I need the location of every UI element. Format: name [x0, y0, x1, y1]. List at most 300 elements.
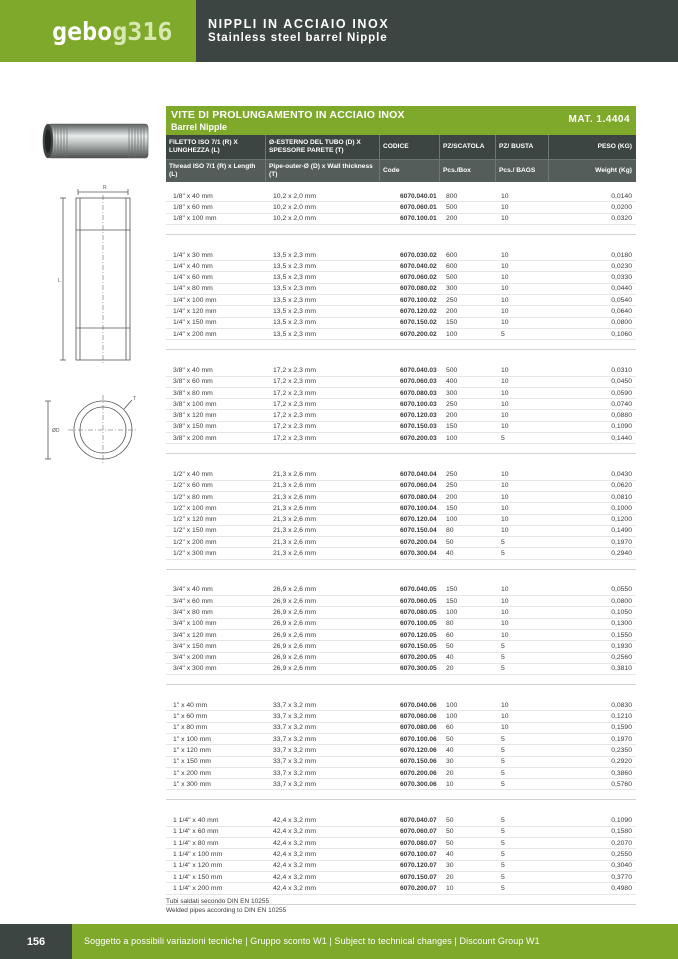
table-group: [166, 191, 636, 235]
cell-thread: 1" x 100 mm: [173, 735, 211, 743]
table-row: [166, 607, 636, 618]
cell-pcs-box: 100: [446, 434, 458, 442]
cell-thread: 3/4" x 200 mm: [173, 654, 217, 662]
cell-code: 6070.100.07: [400, 851, 437, 858]
cell-pipe: 21,3 x 2,6 mm: [273, 527, 317, 535]
cell-pcs-box: 40: [446, 746, 454, 754]
cell-thread: 3/4" x 150 mm: [173, 642, 217, 650]
cell-pcs-bag: 5: [501, 873, 505, 881]
cell-pcs-bag: 10: [501, 366, 509, 374]
cell-weight: 0,0320: [611, 215, 632, 223]
cell-weight: 0,1300: [611, 620, 632, 628]
cell-weight: 0,1060: [611, 330, 632, 338]
brand-logo-block: [0, 0, 196, 62]
cell-pcs-box: 50: [446, 817, 454, 825]
cell-code: 6070.120.07: [400, 862, 437, 870]
cell-pcs-box: 400: [446, 378, 458, 386]
cell-pipe: 10,2 x 2,0 mm: [273, 192, 317, 200]
cell-code: 6070.080.06: [400, 724, 437, 732]
cell-weight: 0,0440: [611, 285, 632, 293]
cell-code: 6070.080.04: [400, 493, 437, 501]
cell-code: 6070.040.06: [400, 701, 437, 709]
cell-pcs-bag: 5: [501, 884, 505, 892]
cell-thread: 1/4" x 40 mm: [173, 262, 213, 270]
cell-code: 6070.040.07: [400, 817, 437, 825]
cell-pipe: 17,2 x 2,3 mm: [273, 423, 317, 431]
cell-code: 6070.030.02: [400, 251, 437, 259]
cell-pipe: 13,5 x 2,3 mm: [273, 296, 317, 304]
page-header: [0, 0, 678, 62]
table-row: [166, 469, 636, 480]
table-row: [166, 734, 636, 745]
cell-pcs-bag: 5: [501, 550, 505, 558]
label-d: ØD: [52, 428, 60, 434]
cell-weight: 0,1200: [611, 516, 632, 524]
cell-code: 6070.040.05: [400, 586, 437, 594]
cell-weight: 0,1490: [611, 527, 632, 535]
header-box-en: Pcs./Box: [440, 160, 496, 182]
cell-pcs-bag: 10: [501, 389, 509, 397]
cell-thread: 1/2" x 60 mm: [173, 482, 213, 490]
logo-part-b: g316: [112, 17, 173, 46]
cell-code: 6070.150.06: [400, 758, 437, 766]
product-table: [166, 106, 636, 905]
group-separator: [166, 234, 636, 235]
cell-pcs-box: 20: [446, 873, 454, 881]
table-row: [166, 503, 636, 514]
cell-pcs-bag: 5: [501, 780, 505, 788]
table-row: [166, 526, 636, 537]
cell-weight: 0,1550: [611, 631, 632, 639]
cell-pcs-box: 600: [446, 262, 458, 270]
cell-pcs-bag: 10: [501, 631, 509, 639]
cell-code: 6070.150.07: [400, 873, 437, 881]
cell-weight: 0,1000: [611, 504, 632, 512]
cell-pcs-bag: 10: [501, 493, 509, 501]
cell-code: 6070.100.04: [400, 504, 437, 512]
cell-pipe: 13,5 x 2,3 mm: [273, 330, 317, 338]
cell-weight: 0,4980: [611, 884, 632, 892]
cell-pcs-bag: 5: [501, 654, 505, 662]
cell-pcs-bag: 5: [501, 769, 505, 777]
cell-weight: 0,0200: [611, 203, 632, 211]
cell-weight: 0,0180: [611, 251, 632, 259]
cell-weight: 0,0450: [611, 378, 632, 386]
cell-pcs-bag: 10: [501, 308, 509, 316]
table-row: [166, 399, 636, 410]
cell-code: 6070.200.02: [400, 330, 437, 338]
cell-code: 6070.040.04: [400, 470, 437, 478]
cell-pcs-box: 150: [446, 319, 458, 327]
table-row: [166, 306, 636, 317]
cell-pipe: 42,4 x 3,2 mm: [273, 828, 317, 836]
table-row: [166, 202, 636, 213]
table-row: [166, 723, 636, 734]
table-row: [166, 433, 636, 444]
cell-pipe: 33,7 x 3,2 mm: [273, 724, 317, 732]
cell-pipe: 26,9 x 2,6 mm: [273, 620, 317, 628]
cell-pcs-box: 200: [446, 215, 458, 223]
cell-pcs-box: 200: [446, 493, 458, 501]
table-row: [166, 711, 636, 722]
cell-weight: 0,0640: [611, 308, 632, 316]
cell-pcs-box: 30: [446, 862, 454, 870]
cell-thread: 3/4" x 100 mm: [173, 620, 217, 628]
cell-code: 6070.120.02: [400, 308, 437, 316]
header-weight-en: Weight (Kg): [595, 167, 632, 174]
table-row: [166, 861, 636, 872]
cell-pcs-bag: 10: [501, 285, 509, 293]
cell-pipe: 13,5 x 2,3 mm: [273, 285, 317, 293]
table-row: [166, 849, 636, 860]
cell-pipe: 42,4 x 3,2 mm: [273, 862, 317, 870]
cell-pcs-box: 30: [446, 758, 454, 766]
page-title-en: Stainless steel barrel Nipple: [208, 32, 388, 44]
table-group: [166, 585, 636, 685]
cell-code: 6070.040.02: [400, 262, 437, 270]
cell-weight: 0,0800: [611, 319, 632, 327]
cell-weight: 0,0810: [611, 493, 632, 501]
cell-pcs-box: 200: [446, 412, 458, 420]
cell-thread: 1" x 120 mm: [173, 746, 211, 754]
cell-thread: 1/4" x 200 mm: [173, 330, 217, 338]
cell-code: 6070.100.01: [400, 215, 437, 223]
cell-pcs-bag: 10: [501, 412, 509, 420]
cell-thread: 1/4" x 80 mm: [173, 285, 213, 293]
cell-pcs-bag: 10: [501, 423, 509, 431]
cell-pcs-box: 50: [446, 538, 454, 546]
table-group: [166, 365, 636, 454]
cell-thread: 1" x 200 mm: [173, 769, 211, 777]
table-body: [166, 191, 636, 905]
cell-pipe: 13,5 x 2,3 mm: [273, 308, 317, 316]
cell-thread: 3/8" x 60 mm: [173, 378, 213, 386]
cell-thread: 1" x 150 mm: [173, 758, 211, 766]
cell-thread: 3/4" x 120 mm: [173, 631, 217, 639]
cell-code: 6070.060.04: [400, 482, 437, 490]
cell-code: 6070.120.04: [400, 516, 437, 524]
table-row: [166, 757, 636, 768]
cell-pcs-box: 80: [446, 620, 454, 628]
label-l: L: [58, 278, 61, 284]
cell-pcs-box: 60: [446, 631, 454, 639]
cell-code: 6070.080.07: [400, 839, 437, 847]
cell-weight: 0,1440: [611, 434, 632, 442]
cell-pipe: 21,3 x 2,6 mm: [273, 516, 317, 524]
cell-code: 6070.060.06: [400, 713, 437, 721]
cell-code: 6070.150.03: [400, 423, 437, 431]
cell-thread: 1/4" x 100 mm: [173, 296, 217, 304]
cell-weight: 0,0540: [611, 296, 632, 304]
cell-pipe: 13,5 x 2,3 mm: [273, 319, 317, 327]
cell-thread: 1 1/4" x 40 mm: [173, 817, 219, 825]
cell-pcs-bag: 10: [501, 608, 509, 616]
cell-code: 6070.060.07: [400, 828, 437, 836]
cell-pcs-box: 10: [446, 884, 454, 892]
cell-weight: 0,0800: [611, 597, 632, 605]
table-row: [166, 377, 636, 388]
cell-weight: 0,0550: [611, 586, 632, 594]
cell-weight: 0,5760: [611, 780, 632, 788]
cell-pcs-bag: 5: [501, 665, 505, 673]
cell-code: 6070.150.02: [400, 319, 437, 327]
cell-pcs-bag: 10: [501, 597, 509, 605]
cell-pcs-bag: 5: [501, 434, 505, 442]
cell-pcs-bag: 5: [501, 642, 505, 650]
cell-thread: 1" x 80 mm: [173, 724, 208, 732]
table-row: [166, 641, 636, 652]
cell-pcs-box: 300: [446, 389, 458, 397]
table-row: [166, 653, 636, 664]
cell-pipe: 26,9 x 2,6 mm: [273, 642, 317, 650]
cell-thread: 1 1/4" x 80 mm: [173, 839, 219, 847]
cell-pcs-box: 50: [446, 839, 454, 847]
table-row: [166, 481, 636, 492]
cell-code: 6070.150.05: [400, 642, 437, 650]
cell-pipe: 33,7 x 3,2 mm: [273, 758, 317, 766]
cell-pipe: 26,9 x 2,6 mm: [273, 597, 317, 605]
cell-pcs-box: 150: [446, 597, 458, 605]
cell-weight: 0,3040: [611, 862, 632, 870]
cell-thread: 1/2" x 120 mm: [173, 516, 217, 524]
cell-code: 6070.300.04: [400, 550, 437, 558]
cell-pcs-bag: 10: [501, 504, 509, 512]
cell-weight: 0,0140: [611, 192, 632, 200]
cell-thread: 1" x 60 mm: [173, 713, 208, 721]
cell-weight: 0,0740: [611, 400, 632, 408]
brand-logo: [52, 17, 172, 46]
cell-pipe: 42,4 x 3,2 mm: [273, 851, 317, 858]
cell-weight: 0,1090: [611, 817, 632, 825]
cell-thread: 1" x 40 mm: [173, 701, 208, 709]
cell-pipe: 42,4 x 3,2 mm: [273, 884, 317, 892]
cell-pcs-bag: 10: [501, 251, 509, 259]
cell-pcs-box: 10: [446, 780, 454, 788]
cell-thread: 1/8" x 40 mm: [173, 192, 213, 200]
page-title-it: NIPPLI IN ACCIAIO INOX: [208, 17, 390, 31]
cell-pipe: 33,7 x 3,2 mm: [273, 735, 317, 743]
cell-pcs-bag: 10: [501, 192, 509, 200]
cell-pcs-bag: 5: [501, 735, 505, 743]
cell-thread: 1 1/4" x 200 mm: [173, 884, 223, 892]
cell-thread: 1/4" x 60 mm: [173, 274, 213, 282]
cell-pcs-box: 50: [446, 642, 454, 650]
cell-code: 6070.120.03: [400, 412, 437, 420]
cell-pcs-bag: 5: [501, 538, 505, 546]
cell-pcs-bag: 5: [501, 839, 505, 847]
cell-thread: 1 1/4" x 100 mm: [173, 851, 223, 858]
table-caption: [166, 106, 636, 135]
cell-thread: 3/8" x 200 mm: [173, 434, 217, 442]
cell-pipe: 33,7 x 3,2 mm: [273, 780, 317, 788]
cell-pcs-bag: 5: [501, 758, 505, 766]
cell-weight: 0,2550: [611, 851, 632, 858]
cell-pcs-bag: 10: [501, 319, 509, 327]
cell-code: 6070.200.04: [400, 538, 437, 546]
cell-thread: 1/8" x 100 mm: [173, 215, 217, 223]
cell-pcs-bag: 5: [501, 851, 505, 858]
cell-pipe: 21,3 x 2,6 mm: [273, 470, 317, 478]
cell-weight: 0,3860: [611, 769, 632, 777]
cell-pcs-box: 20: [446, 665, 454, 673]
cell-pipe: 26,9 x 2,6 mm: [273, 654, 317, 662]
cell-thread: 3/4" x 60 mm: [173, 597, 213, 605]
header-box-it: PZ/SCATOLA: [440, 135, 496, 159]
cell-weight: 0,0310: [611, 366, 632, 374]
cell-pcs-box: 800: [446, 192, 458, 200]
table-group: [166, 700, 636, 800]
cell-code: 6070.120.06: [400, 746, 437, 754]
cell-code: 6070.200.07: [400, 884, 437, 892]
cell-pipe: 13,5 x 2,3 mm: [273, 274, 317, 282]
cell-thread: 1 1/4" x 120 mm: [173, 862, 223, 870]
cell-weight: 0,2940: [611, 550, 632, 558]
cell-weight: 0,0330: [611, 274, 632, 282]
cell-pipe: 26,9 x 2,6 mm: [273, 665, 317, 673]
header-thread-en: Thread ISO 7/1 (R) x Length (L): [166, 160, 266, 182]
table-row: [166, 585, 636, 596]
cell-pcs-box: 200: [446, 308, 458, 316]
cell-pcs-bag: 10: [501, 713, 509, 721]
table-group: [166, 815, 636, 904]
cell-weight: 0,0620: [611, 482, 632, 490]
page-number: 156: [0, 924, 72, 959]
table-row: [166, 329, 636, 340]
cell-pcs-bag: 10: [501, 701, 509, 709]
product-drawings: [28, 100, 158, 480]
cell-pcs-box: 250: [446, 470, 458, 478]
table-row: [166, 261, 636, 272]
cell-pcs-box: 50: [446, 735, 454, 743]
cell-pcs-box: 80: [446, 527, 454, 535]
cell-pipe: 26,9 x 2,6 mm: [273, 586, 317, 594]
cell-pipe: 17,2 x 2,3 mm: [273, 389, 317, 397]
cell-thread: 3/8" x 150 mm: [173, 423, 217, 431]
table-row: [166, 827, 636, 838]
cell-pcs-bag: 5: [501, 330, 505, 338]
cell-pcs-box: 250: [446, 482, 458, 490]
cell-code: 6070.080.05: [400, 608, 437, 616]
title-block: [196, 0, 678, 62]
table-row: [166, 537, 636, 548]
cell-thread: 1/2" x 100 mm: [173, 504, 217, 512]
cell-weight: 0,0430: [611, 470, 632, 478]
cell-weight: 0,0880: [611, 412, 632, 420]
table-row: [166, 630, 636, 641]
cell-code: 6070.060.01: [400, 203, 437, 211]
cell-weight: 0,1090: [611, 423, 632, 431]
cell-pcs-box: 40: [446, 654, 454, 662]
cell-pipe: 42,4 x 3,2 mm: [273, 839, 317, 847]
header-weight-it: PESO (KG): [597, 143, 632, 150]
header-code-en: Code: [380, 160, 440, 182]
cell-pcs-box: 250: [446, 296, 458, 304]
cell-weight: 0,0590: [611, 389, 632, 397]
cell-weight: 0,3770: [611, 873, 632, 881]
table-row: [166, 883, 636, 894]
cell-pcs-box: 500: [446, 366, 458, 374]
cell-pcs-bag: 10: [501, 586, 509, 594]
cell-thread: 1/4" x 120 mm: [173, 308, 217, 316]
header-bag-en: Pcs./ BAGS: [496, 160, 549, 182]
page-footer: [0, 924, 678, 959]
nipple-end-view: [45, 395, 138, 465]
table-row: [166, 664, 636, 675]
table-row: [166, 272, 636, 283]
cell-pipe: 17,2 x 2,3 mm: [273, 434, 317, 442]
cell-pcs-box: 40: [446, 851, 454, 858]
table-row: [166, 515, 636, 526]
footer-text: Soggetto a possibili variazioni tecniche | Gruppo sconto W1 | Subject to technical changes | Discount Group W1: [84, 936, 540, 946]
cell-thread: 3/4" x 300 mm: [173, 665, 217, 673]
table-row: [166, 872, 636, 883]
cell-pcs-bag: 10: [501, 527, 509, 535]
cell-pipe: 21,3 x 2,6 mm: [273, 482, 317, 490]
cell-pcs-box: 100: [446, 608, 458, 616]
table-row: [166, 191, 636, 202]
cell-pcs-box: 600: [446, 251, 458, 259]
cell-pcs-box: 300: [446, 285, 458, 293]
cell-code: 6070.060.03: [400, 378, 437, 386]
cell-pipe: 10,2 x 2,0 mm: [273, 203, 317, 211]
header-thread-it: FILETTO ISO 7/1 (R) X LUNGHEZZA (L): [166, 135, 266, 159]
label-r: R: [103, 185, 107, 191]
cell-pcs-bag: 5: [501, 746, 505, 754]
cell-pipe: 33,7 x 3,2 mm: [273, 713, 317, 721]
cell-pcs-bag: 10: [501, 724, 509, 732]
header-bag-it: PZ/ BUSTA: [496, 135, 549, 159]
cell-thread: 1" x 300 mm: [173, 780, 211, 788]
table-row: [166, 619, 636, 630]
cell-code: 6070.300.05: [400, 665, 437, 673]
group-separator: [166, 453, 636, 454]
cell-weight: 0,0830: [611, 701, 632, 709]
cell-weight: 0,2920: [611, 758, 632, 766]
cell-weight: 0,1590: [611, 724, 632, 732]
table-row: [166, 700, 636, 711]
header-pipe-en: Pipe-outer-Ø (D) x Wall thickness (T): [266, 160, 380, 182]
cell-pipe: 21,3 x 2,6 mm: [273, 538, 317, 546]
cell-pipe: 17,2 x 2,3 mm: [273, 412, 317, 420]
header-code-it: CODICE: [380, 135, 440, 159]
table-row: [166, 410, 636, 421]
cell-pcs-box: 20: [446, 769, 454, 777]
cell-pipe: 21,3 x 2,6 mm: [273, 493, 317, 501]
cell-pipe: 42,4 x 3,2 mm: [273, 817, 317, 825]
header-pipe-it: Ø-ESTERNO DEL TUBO (D) X SPESSORE PARETE (T): [266, 135, 380, 159]
cell-pipe: 17,2 x 2,3 mm: [273, 400, 317, 408]
cell-weight: 0,1970: [611, 538, 632, 546]
table-row: [166, 492, 636, 503]
table-group: [166, 250, 636, 350]
cell-pcs-bag: 5: [501, 862, 505, 870]
cell-weight: 0,1050: [611, 608, 632, 616]
cell-code: 6070.040.03: [400, 366, 437, 374]
cell-pipe: 17,2 x 2,3 mm: [273, 378, 317, 386]
nipple-photo: [43, 124, 148, 158]
table-row: [166, 838, 636, 849]
cell-thread: 3/4" x 40 mm: [173, 586, 213, 594]
notes: [166, 897, 286, 915]
material-label: MAT. 1.4404: [568, 114, 630, 125]
group-separator: [166, 349, 636, 350]
cell-code: 6070.080.03: [400, 389, 437, 397]
cell-thread: 1/4" x 150 mm: [173, 319, 217, 327]
cell-pcs-bag: 5: [501, 828, 505, 836]
table-row: [166, 596, 636, 607]
cell-weight: 0,2560: [611, 654, 632, 662]
cell-code: 6070.100.03: [400, 400, 437, 408]
